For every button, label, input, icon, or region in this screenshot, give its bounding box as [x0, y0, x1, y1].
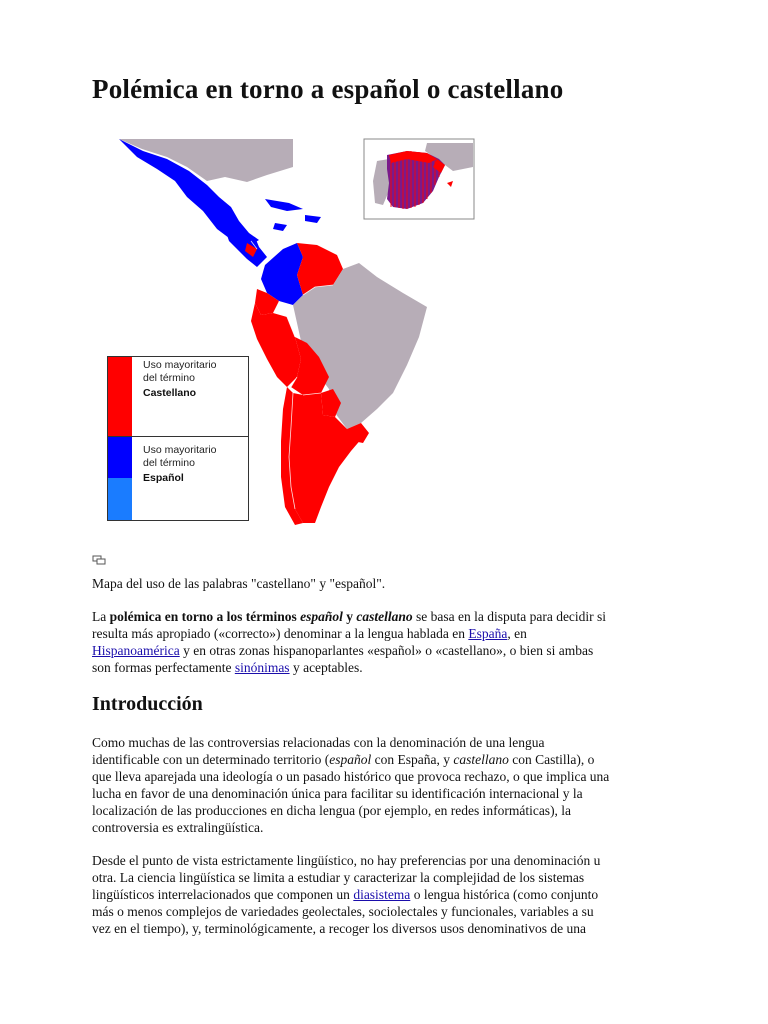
- legend-espanol-line1: Uso mayoritario: [143, 444, 217, 456]
- legend-swatch-castellano: [108, 357, 132, 436]
- intro-paragraph: La polémica en torno a los términos español y castellano se basa en la disputa para decidir si resulta más apropiado («correcto») denominar a la lengua hablada en España, en Hispanoamérica y en otras zonas hispanoparlantes «español» o «castellano», o bien si ambas son formas perfectamente sinónimas y aceptables.: [92, 609, 607, 675]
- enlarge-icon[interactable]: [92, 555, 106, 565]
- link-hispanoamerica[interactable]: Hispanoamérica: [92, 643, 180, 658]
- page-title: Polémica en torno a español o castellano: [92, 74, 564, 104]
- language-usage-map: [107, 137, 477, 527]
- paragraph-punto-de-vista: Desde el punto de vista estrictamente lingüístico, no hay preferencias por una denominación u otra. La ciencia lingüística se limita a estudiar y caracterizar la complejidad de los sistemas lingüísticos interrelacionados que componen un diasistema o lengua histórica (como conjunto más o menos complejos de variedades geolectales, sociolectales y funcionales, variables a su vez en el tiempo), y, terminológicamente, a recoger los diversos usos denominativos de una: [92, 853, 601, 936]
- legend-espanol-line2: del término: [143, 457, 195, 469]
- link-espana[interactable]: España: [468, 626, 508, 641]
- map-region-caribbean: [265, 199, 303, 211]
- spain-inset: [364, 139, 474, 219]
- legend-castellano-line1: Uso mayoritario: [143, 359, 217, 371]
- map-region-peru: [251, 303, 301, 387]
- legend-swatch-espanol-light: [108, 478, 132, 520]
- legend-espanol-line3: Español: [143, 472, 184, 484]
- paragraph-controversias: Como muchas de las controversias relacionadas con la denominación de una lengua identificable con un determinado territorio (español con España, y castellano con Castilla), o que lleva aparejada una ideología o un pasado histórico que provoca rechazo, o que implica una lucha en favor de una denominación única para facilitar su identificación internacional y la localización de las producciones en dicha lengua (por ejemplo, en redes informáticas), la controversia es extralingüística.: [92, 735, 610, 835]
- link-sinonimas[interactable]: sinónimas: [234, 660, 290, 675]
- legend-swatch-espanol-dark: [108, 436, 132, 478]
- legend-castellano-line2: del término: [143, 372, 195, 384]
- link-diasistema[interactable]: diasistema: [353, 887, 411, 902]
- map-legend: [108, 357, 249, 521]
- figure-caption: Mapa del uso de las palabras "castellano" y "español".: [92, 576, 386, 591]
- legend-castellano-line3: Castellano: [143, 387, 197, 399]
- section-heading-introduccion: Introducción: [92, 693, 203, 715]
